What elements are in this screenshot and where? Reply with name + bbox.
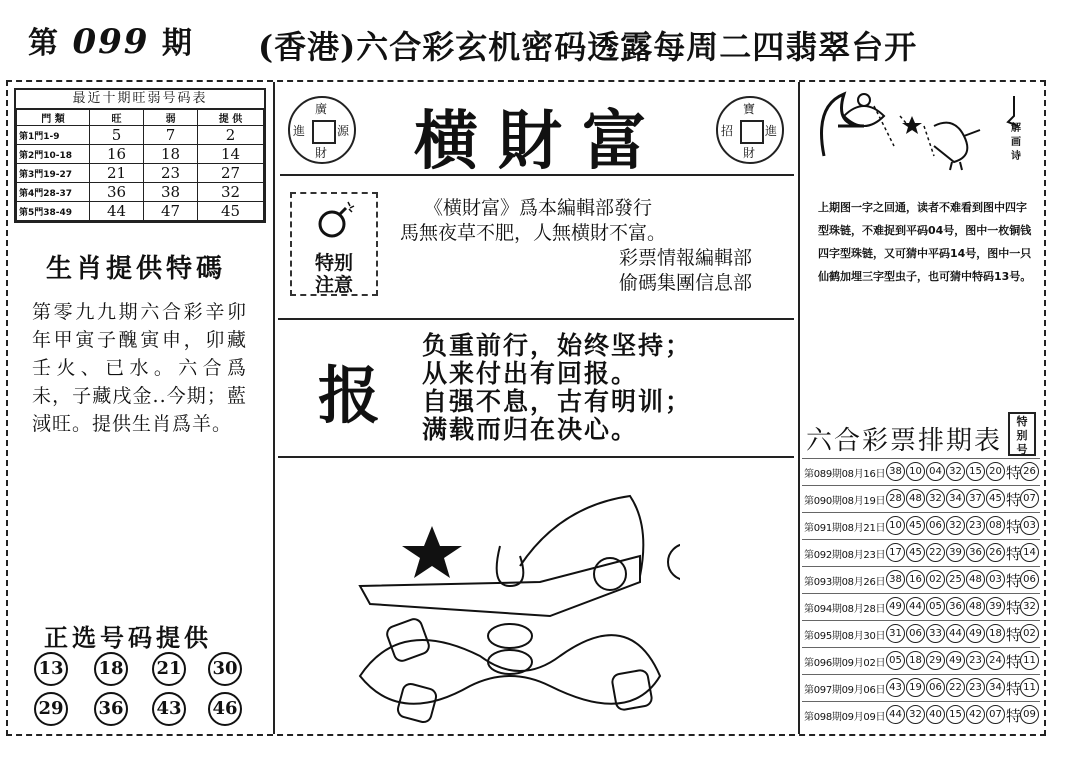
number-ball: 15 — [966, 462, 985, 481]
issue-prefix: 第 — [28, 26, 60, 61]
poem-line: 从来付出有回报。 — [422, 359, 639, 388]
number-ball: 42 — [966, 705, 985, 724]
number-ball: 26 — [986, 543, 1005, 562]
table-row — [17, 164, 264, 183]
number-ball: 05 — [926, 597, 945, 616]
table-header: 提 供 — [198, 110, 264, 126]
schedule-row-label: 第097期09月06日 — [804, 685, 886, 696]
issue-heading — [28, 18, 194, 62]
schedule-row — [802, 566, 1040, 593]
number-ball: 18 — [906, 651, 925, 670]
number-ball: 17 — [886, 543, 905, 562]
schedule-row — [802, 593, 1040, 620]
number-ball: 07 — [986, 705, 1005, 724]
schedule-row-label: 第091期08月21日 — [804, 523, 886, 534]
special-label: 特 — [1006, 518, 1022, 536]
special-number-ball: 03 — [1020, 516, 1039, 535]
table-row — [17, 145, 264, 164]
crane-icon — [934, 123, 980, 170]
number-ball: 44 — [946, 624, 965, 643]
number-ball: 06 — [926, 516, 945, 535]
intro-signature: 彩票情報編輯部 — [618, 247, 752, 269]
number-ball: 38 — [886, 570, 905, 589]
special-number-ball: 11 — [1020, 678, 1039, 697]
pick-ball: 46 — [208, 692, 242, 726]
riddle-illustration — [340, 486, 680, 726]
special-label: 特 — [1006, 653, 1022, 671]
number-ball: 38 — [886, 462, 905, 481]
table-header: 旺 — [90, 110, 144, 126]
table-cell: 第5門38-49 — [17, 202, 90, 221]
pick-ball: 43 — [152, 692, 186, 726]
column-divider-right — [798, 82, 800, 734]
recent-table-title: 最近十期旺弱号码表 — [16, 90, 264, 109]
poem-line: 自强不息，古有明训； — [422, 387, 693, 416]
number-ball: 48 — [906, 489, 925, 508]
number-ball: 49 — [886, 597, 905, 616]
number-ball: 05 — [886, 651, 905, 670]
special-number-ball: 06 — [1020, 570, 1039, 589]
masthead-title: 横財富 — [414, 104, 666, 179]
special-label: 特 — [1006, 707, 1022, 725]
table-cell: 45 — [198, 202, 264, 221]
number-ball: 25 — [946, 570, 965, 589]
number-ball: 02 — [926, 570, 945, 589]
issue-number: 099 — [72, 22, 150, 62]
ingot-icon — [488, 624, 532, 648]
table-cell: 7 — [144, 126, 198, 145]
number-ball: 45 — [906, 516, 925, 535]
special-number-ball: 26 — [1020, 462, 1039, 481]
number-ball: 06 — [906, 624, 925, 643]
riddle-picture — [804, 86, 1040, 172]
special-label: 特 — [1006, 572, 1022, 590]
coin-char: 財 — [743, 146, 756, 160]
number-ball: 23 — [966, 651, 985, 670]
number-ball: 22 — [926, 543, 945, 562]
number-ball: 15 — [946, 705, 965, 724]
number-ball: 36 — [966, 543, 985, 562]
number-ball: 48 — [966, 570, 985, 589]
coin-char: 進 — [765, 124, 778, 138]
number-ball: 10 — [886, 516, 905, 535]
coin-char: 招 — [721, 124, 734, 138]
table-cell: 18 — [144, 145, 198, 164]
schedule-row-label: 第089期08月16日 — [804, 469, 886, 480]
pick-ball: 18 — [94, 652, 128, 686]
table-cell: 14 — [198, 145, 264, 164]
table-header: 門 類 — [17, 110, 90, 126]
special-label: 特 — [1006, 491, 1022, 509]
number-ball: 36 — [946, 597, 965, 616]
special-number-ball: 07 — [1020, 489, 1039, 508]
riddle-text: 上期图一字之回通，读者不难看到图中四字型珠链，不难捉到平码04号，图中一枚铜钱四字型珠链，又可猜中平码14号，图中一只仙鹤加埋三字型虫子，也可猜中特码13号。 — [818, 201, 1032, 283]
number-ball: 37 — [966, 489, 985, 508]
table-cell: 第2門10-18 — [17, 145, 90, 164]
pick-ball: 36 — [94, 692, 128, 726]
coin-char: 進 — [293, 124, 306, 138]
number-ball: 19 — [906, 678, 925, 697]
pick-ball: 13 — [34, 652, 68, 686]
number-ball: 40 — [926, 705, 945, 724]
number-ball: 10 — [906, 462, 925, 481]
issue-suffix: 期 — [161, 26, 194, 61]
number-ball: 22 — [946, 678, 965, 697]
intro-line: 馬無夜草不肥，人無横財不富。 — [400, 222, 667, 244]
table-cell: 第4門28-37 — [17, 183, 90, 202]
table-cell: 38 — [144, 183, 198, 202]
number-ball: 16 — [906, 570, 925, 589]
special-label: 特 — [1006, 599, 1022, 617]
number-ball: 23 — [966, 516, 985, 535]
number-ball: 44 — [886, 705, 905, 724]
picks-title: 正选号码提供 — [44, 624, 212, 652]
schedule-row — [802, 647, 1040, 674]
schedule-row — [802, 458, 1040, 485]
bomb-icon — [314, 198, 358, 242]
number-ball: 34 — [946, 489, 965, 508]
schedule-row — [802, 512, 1040, 539]
pick-ball: 29 — [34, 692, 68, 726]
star-icon — [402, 526, 462, 578]
schedule-tag — [1008, 412, 1036, 456]
coin-char: 寶 — [743, 102, 756, 116]
table-cell: 第3門19-27 — [17, 164, 90, 183]
poem-line: 负重前行，始终坚持； — [422, 331, 693, 360]
coin-icon — [668, 544, 680, 580]
table-cell: 32 — [198, 183, 264, 202]
schedule-row — [802, 539, 1040, 566]
schedule-row-label: 第093期08月26日 — [804, 577, 886, 588]
intro-line: 《横財富》爲本編輯部發行 — [424, 197, 653, 219]
number-ball: 24 — [986, 651, 1005, 670]
special-label: 特 — [1006, 680, 1022, 698]
table-header-row — [17, 110, 264, 126]
number-ball: 20 — [986, 462, 1005, 481]
pick-ball: 30 — [208, 652, 242, 686]
number-ball: 03 — [986, 570, 1005, 589]
table-cell: 第1門1-9 — [17, 126, 90, 145]
schedule-title: 六合彩票排期表 — [806, 426, 1003, 456]
column-divider-left — [273, 82, 275, 734]
schedule-tag-line: 号 — [1016, 443, 1028, 456]
schedule-row-label: 第095期08月30日 — [804, 631, 886, 642]
poem-line: 满载而归在决心。 — [422, 415, 639, 444]
number-ball: 45 — [986, 489, 1005, 508]
table-row — [17, 126, 264, 145]
number-ball: 28 — [886, 489, 905, 508]
coin-icon — [716, 96, 784, 164]
coin-char: 廣 — [315, 102, 328, 116]
special-number-ball: 02 — [1020, 624, 1039, 643]
schedule-row-label: 第094期08月28日 — [804, 604, 886, 615]
table-row — [17, 183, 264, 202]
schedule-tag-line: 别 — [1016, 429, 1028, 442]
table-cell: 16 — [90, 145, 144, 164]
zodiac-text: 第零九九期六合彩辛卯年甲寅子醜寅申，卯藏壬火、已水。六合爲未，子藏戌金..今期；藍淢旺。提供生肖爲羊。 — [32, 301, 247, 435]
number-ball: 23 — [966, 678, 985, 697]
notice-label-line: 注意 — [314, 274, 353, 296]
coin-char: 源 — [337, 124, 350, 138]
schedule-row — [802, 674, 1040, 701]
notice-label-line: 特别 — [314, 252, 353, 274]
recent-table-grid — [16, 109, 264, 221]
table-cell: 23 — [144, 164, 198, 183]
schedule-row-label: 第098期09月09日 — [804, 712, 886, 723]
table-cell: 47 — [144, 202, 198, 221]
number-ball: 31 — [886, 624, 905, 643]
schedule-row-label: 第092期08月23日 — [804, 550, 886, 561]
poem-big-char: 报 — [318, 359, 381, 432]
poem — [422, 332, 692, 444]
schedule-row — [802, 620, 1040, 647]
number-ball: 44 — [906, 597, 925, 616]
special-label: 特 — [1006, 545, 1022, 563]
dice-icon — [611, 669, 653, 711]
riddle-label: 解画诗 — [1011, 123, 1021, 162]
special-label: 特 — [1006, 626, 1022, 644]
schedule-row — [802, 485, 1040, 512]
schedule-row-label: 第096期09月02日 — [804, 658, 886, 669]
table-cell: 27 — [198, 164, 264, 183]
number-ball: 39 — [946, 543, 965, 562]
table-header: 弱 — [144, 110, 198, 126]
table-row — [17, 202, 264, 221]
table-cell: 44 — [90, 202, 144, 221]
number-ball: 48 — [966, 597, 985, 616]
number-ball: 18 — [986, 624, 1005, 643]
table-cell: 2 — [198, 126, 264, 145]
number-ball: 43 — [886, 678, 905, 697]
coin-char: 財 — [315, 146, 328, 160]
number-ball: 39 — [986, 597, 1005, 616]
notice-label — [296, 252, 372, 296]
number-ball: 33 — [926, 624, 945, 643]
number-ball: 45 — [906, 543, 925, 562]
schedule-tag-line: 特 — [1016, 415, 1028, 428]
special-number-ball: 32 — [1020, 597, 1039, 616]
special-number-ball: 09 — [1020, 705, 1039, 724]
number-ball: 34 — [986, 678, 1005, 697]
schedule-row — [802, 701, 1040, 728]
table-cell: 21 — [90, 164, 144, 183]
coin-icon — [288, 96, 356, 164]
number-ball: 32 — [926, 489, 945, 508]
number-ball: 32 — [946, 516, 965, 535]
number-ball: 04 — [926, 462, 945, 481]
zodiac-title: 生肖提供特碼 — [46, 254, 227, 284]
pick-ball: 21 — [152, 652, 186, 686]
table-cell: 36 — [90, 183, 144, 202]
page-title: (香港)六合彩玄机密码透露每周二四翡翠台开 — [258, 28, 918, 66]
number-ball: 08 — [986, 516, 1005, 535]
special-number-ball: 11 — [1020, 651, 1039, 670]
schedule-row-label: 第090期08月19日 — [804, 496, 886, 507]
number-ball: 06 — [926, 678, 945, 697]
table-cell: 5 — [90, 126, 144, 145]
intro-signature: 偷碼集團信息部 — [618, 272, 752, 294]
special-label: 特 — [1006, 464, 1022, 482]
number-ball: 29 — [926, 651, 945, 670]
intro-text — [400, 196, 770, 296]
number-ball: 32 — [946, 462, 965, 481]
number-ball: 49 — [946, 651, 965, 670]
number-ball: 32 — [906, 705, 925, 724]
recent-numbers-table — [14, 88, 266, 223]
number-ball: 49 — [966, 624, 985, 643]
special-number-ball: 14 — [1020, 543, 1039, 562]
masthead — [280, 84, 794, 179]
